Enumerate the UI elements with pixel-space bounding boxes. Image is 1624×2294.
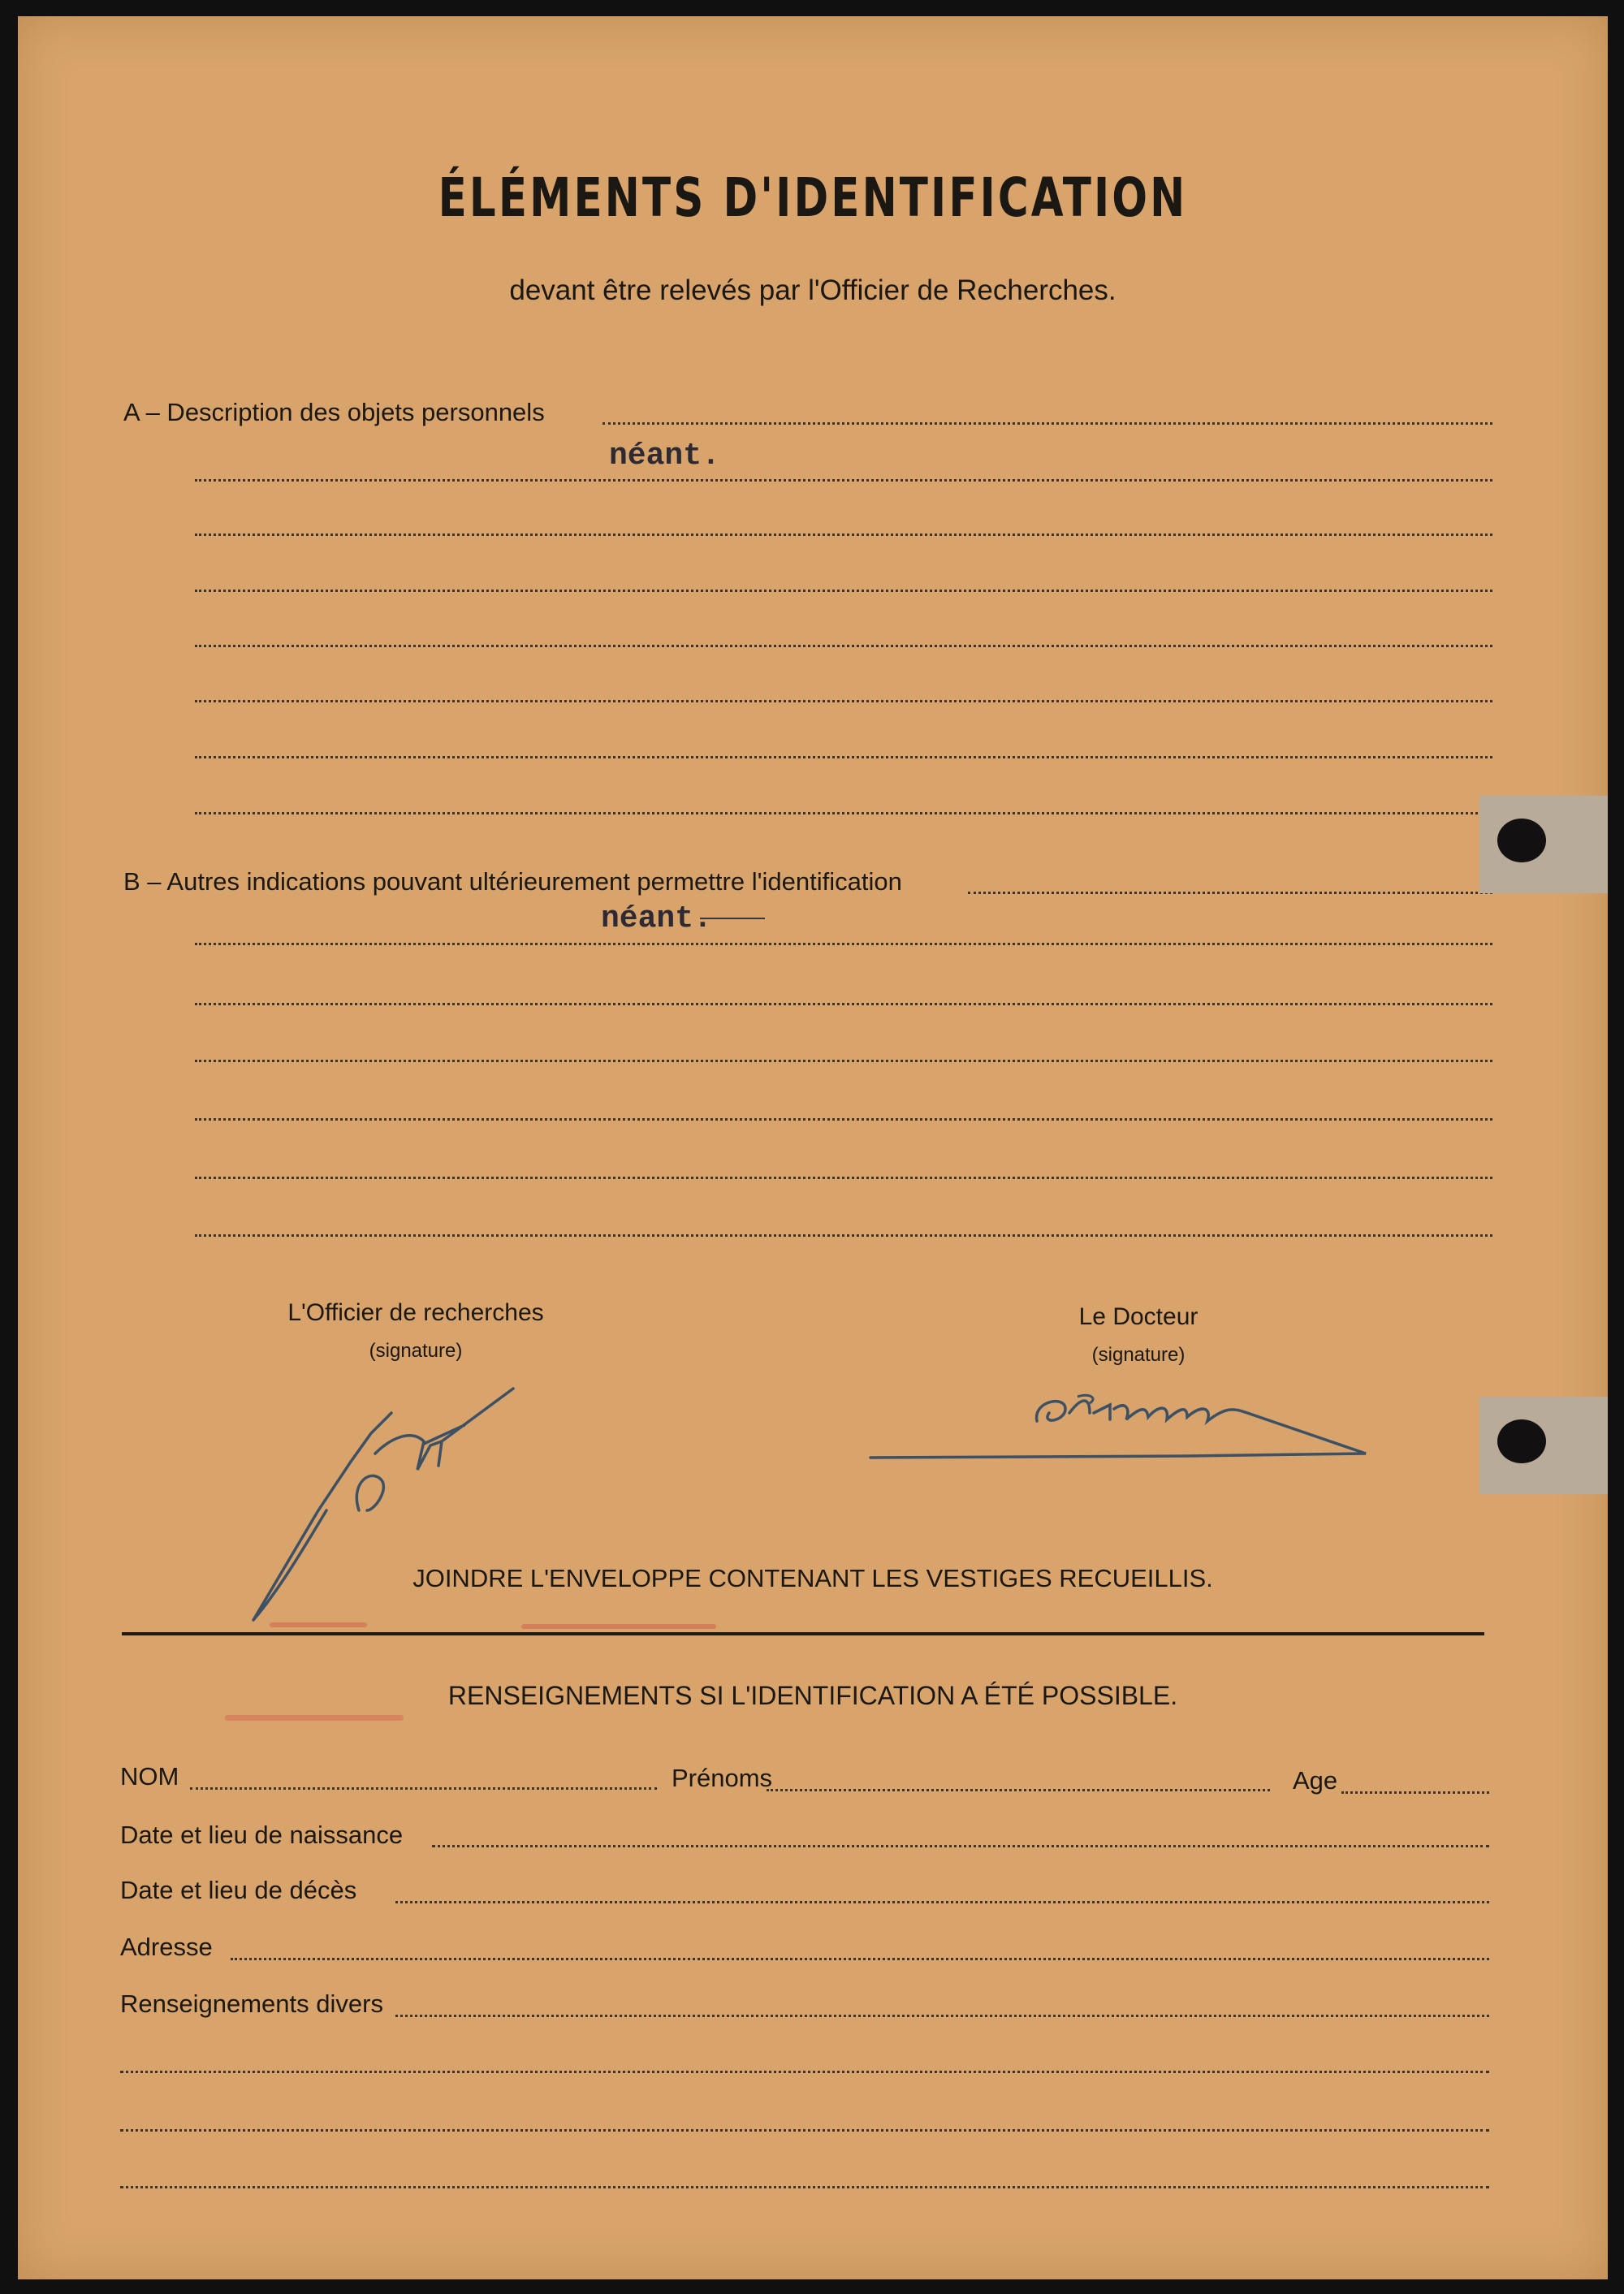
identification-heading: RENSEIGNEMENTS SI L'IDENTIFICATION A ÉTÉ POSSIBLE. xyxy=(447,1681,1178,1710)
deces-field[interactable] xyxy=(395,1901,1489,1903)
typed-dash-mark xyxy=(700,918,765,919)
age-label: Age xyxy=(1293,1766,1338,1795)
age-field[interactable] xyxy=(1341,1791,1489,1794)
section-a-line-2[interactable] xyxy=(195,479,1492,482)
naissance-label: Date et lieu de naissance xyxy=(120,1821,404,1849)
section-b-line-5[interactable] xyxy=(195,1118,1492,1121)
section-b-line-3[interactable] xyxy=(195,1003,1492,1005)
officer-signature xyxy=(229,1348,603,1640)
adresse-label: Adresse xyxy=(120,1933,213,1961)
section-a-line-1[interactable] xyxy=(603,422,1492,425)
form-page xyxy=(18,16,1608,2279)
section-b-line-6[interactable] xyxy=(195,1177,1492,1179)
deces-label: Date et lieu de décès xyxy=(120,1876,357,1904)
enclosure-note: JOINDRE L'ENVELOPPE CONTENANT LES VESTIGES RECUEILLIS. xyxy=(412,1564,1213,1592)
divers-label: Renseignements divers xyxy=(120,1989,383,2018)
section-b-typed-value: néant. xyxy=(601,901,712,936)
section-divider xyxy=(122,1632,1484,1635)
nom-label: NOM xyxy=(120,1762,179,1791)
divers-line-3[interactable] xyxy=(120,2129,1489,2132)
form-subtitle: devant être relevés par l'Officier de Recherches. xyxy=(509,274,1116,306)
adresse-field[interactable] xyxy=(231,1958,1489,1960)
doctor-title: Le Docteur xyxy=(1078,1303,1199,1330)
form-title: ÉLÉMENTS D'IDENTIFICATION xyxy=(438,166,1188,229)
red-stain-mark xyxy=(225,1715,404,1721)
section-a-line-7[interactable] xyxy=(195,756,1492,758)
section-b-label: B – Autres indications pouvant ultérieurement permettre l'identification xyxy=(123,867,902,896)
divers-line-2[interactable] xyxy=(120,2071,1489,2073)
section-a-line-3[interactable] xyxy=(195,534,1492,536)
doctor-signature-note: (signature) xyxy=(1091,1344,1186,1366)
section-b-line-1[interactable] xyxy=(968,892,1492,894)
punch-hole xyxy=(1497,1419,1546,1463)
section-a-label: A – Description des objets personnels xyxy=(123,398,545,426)
section-b-line-2[interactable] xyxy=(195,943,1492,945)
naissance-field[interactable] xyxy=(432,1845,1489,1847)
section-b-line-4[interactable] xyxy=(195,1060,1492,1062)
divers-field[interactable] xyxy=(395,2015,1489,2017)
officer-title: L'Officier de recherches xyxy=(287,1299,544,1326)
section-a-typed-value: néant. xyxy=(609,438,720,473)
prenoms-field[interactable] xyxy=(767,1789,1270,1791)
punch-hole xyxy=(1497,819,1546,862)
prenoms-label: Prénoms xyxy=(672,1764,773,1792)
divers-line-4[interactable] xyxy=(120,2186,1489,2188)
section-a-line-4[interactable] xyxy=(195,590,1492,592)
section-a-line-6[interactable] xyxy=(195,700,1492,702)
red-stain-mark xyxy=(521,1624,716,1629)
section-a-line-5[interactable] xyxy=(195,645,1492,647)
officer-signature-note: (signature) xyxy=(369,1340,463,1362)
doctor-signature xyxy=(846,1364,1382,1486)
section-b-line-7[interactable] xyxy=(195,1234,1492,1237)
red-stain-mark xyxy=(270,1622,367,1627)
nom-field[interactable] xyxy=(190,1787,657,1790)
section-a-line-8[interactable] xyxy=(195,812,1492,814)
